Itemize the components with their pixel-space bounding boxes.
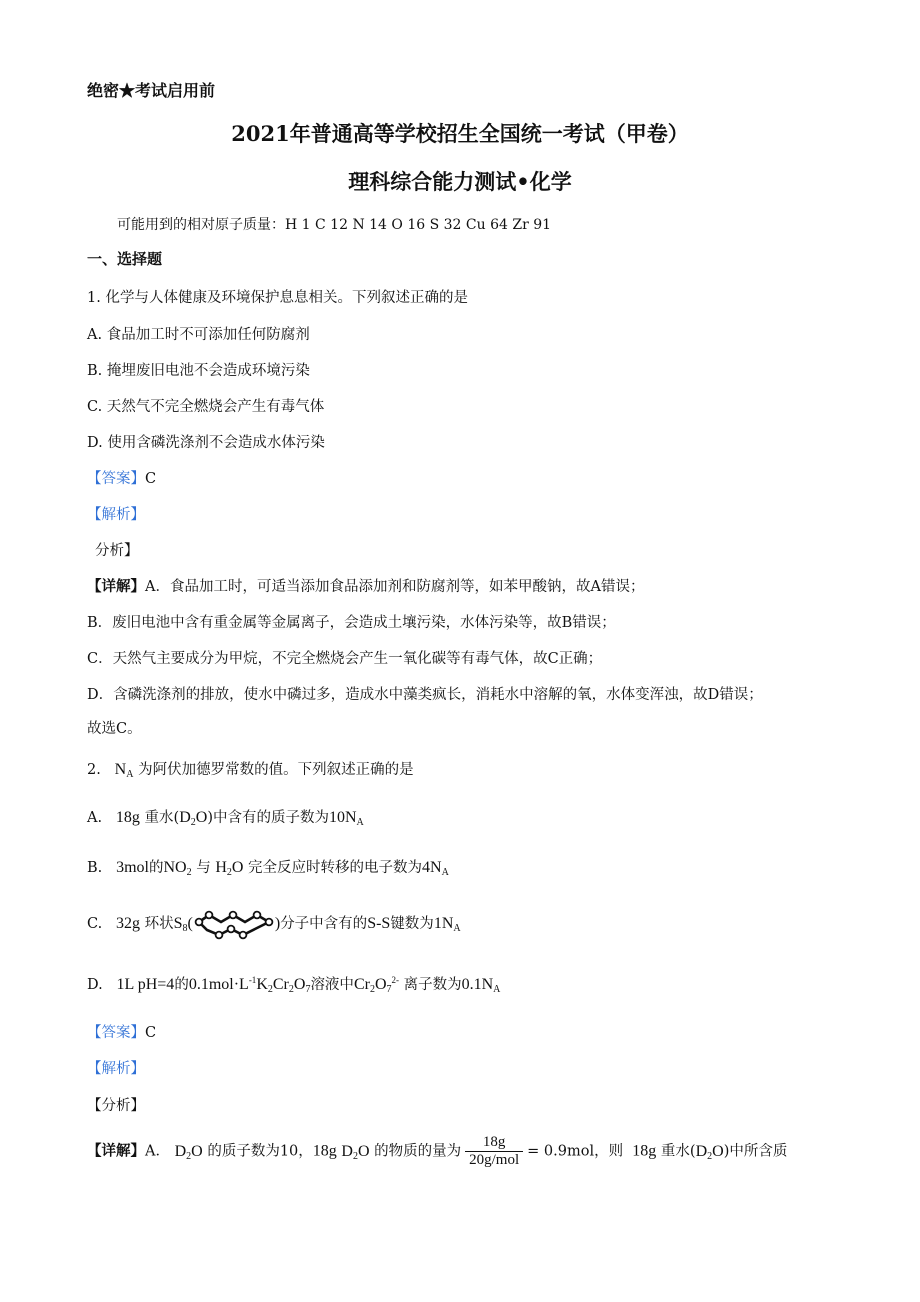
q1-detail-b: B．废旧电池中含有重金属等金属离子，会造成土壤污染，水体污染等，故B错误； [87, 615, 616, 631]
text: 分子中含有的 [280, 916, 368, 932]
molar-fraction [465, 1134, 523, 1169]
q2-option-d [87, 973, 500, 994]
d2o-formula: $D_2O$ [341, 1142, 370, 1162]
mass-text: 18g [115, 809, 140, 826]
q1-option-b: B. 掩埋废旧电池不会造成环境污染 [87, 363, 310, 379]
value-text: $1N_A$ [433, 915, 461, 934]
d2o-formula: $D_2O$ [695, 1142, 724, 1162]
mass-text: 18g [632, 1142, 657, 1160]
text: 溶液中 [310, 977, 354, 993]
mass-text: 18g [312, 1142, 337, 1160]
mass-text: 32g [116, 915, 141, 932]
value: 4N [422, 859, 442, 876]
text: = 0.9mol，则 [527, 1143, 624, 1160]
d2o-formula: $D_2O$ [179, 809, 208, 828]
q1-analysis-tag: 【解析】 [87, 507, 145, 523]
answer-tag: 【答案】 [87, 471, 145, 487]
detail-tag: 【详解】 [87, 1142, 145, 1160]
text: A． [145, 1143, 170, 1160]
q2-option-c [87, 906, 461, 942]
exam-title: 2021年普通高等学校招生全国统一考试（甲卷） [231, 121, 689, 146]
value: 1N [433, 915, 454, 932]
text: 键数为 [390, 916, 434, 932]
q2-number: 2. [87, 762, 101, 778]
mol-text: 3mol [116, 859, 149, 876]
dichromate-ion: $Cr_2O_7^{2-}$ [353, 975, 399, 995]
q1-stem: 1. 化学与人体健康及环境保护息息相关。下列叙述正确的是 [87, 290, 468, 306]
text: 的 [174, 977, 189, 993]
q1-detail-d: D．含磷洗涤剂的排放，使水中磷过多，造成水中藻类疯长，消耗水中溶解的氧，水体变浑浊，故D错误； [87, 687, 763, 703]
q1-option-d: D. 使用含磷洗涤剂不会造成水体污染 [87, 435, 325, 451]
d2o-formula: $D_2O$ [174, 1142, 203, 1162]
h2o-formula: $H_2O$ [215, 859, 244, 878]
fraction-denominator: 20g/mol [469, 1152, 520, 1168]
q2-option-b [87, 856, 449, 877]
text: )中所含质 [723, 1143, 788, 1160]
volume-ph-text: 1L pH=4 [116, 976, 175, 993]
bond-text: S-S [367, 915, 391, 932]
exam-subtitle: 理科综合能力测试•化学 [348, 169, 572, 194]
q2-detail-a [87, 1134, 787, 1169]
value-text: $0.1N_A$ [461, 976, 501, 995]
answer-tag: 【答案】 [87, 1025, 145, 1041]
option-label: A. [87, 810, 103, 826]
answer-value: C [145, 1025, 157, 1041]
text: 的质子数为10， [207, 1143, 313, 1160]
q1-detail-a [87, 575, 644, 596]
s8-formula: $S_8$( [173, 915, 193, 934]
value-text: $10N_A$ [328, 809, 364, 828]
text: 离子数为 [403, 977, 462, 993]
fraction-numerator: 18g [465, 1134, 523, 1152]
q1-option-a: A. 食品加工时不可添加任何防腐剂 [87, 327, 310, 343]
q2-stem [87, 758, 414, 779]
text: 完全反应时转移的电子数为 [248, 860, 423, 876]
option-label: C. [87, 916, 103, 932]
concentration-text: $0.1mol\cdot L^{-1}K_2Cr_2O_7$ [188, 975, 311, 995]
value: 10N [328, 809, 357, 826]
atomic-masses: 可能用到的相对原子质量：H 1 C 12 N 14 O 16 S 32 Cu 64 Zr 91 [117, 217, 552, 233]
q1-answer [87, 467, 156, 488]
s8-ring-structure [193, 906, 275, 942]
text: 重水( [660, 1143, 696, 1160]
na-symbol: $N_A$ [114, 761, 134, 780]
text: 重水( [144, 810, 180, 826]
q2-option-a [87, 806, 364, 827]
q1-conclusion: 故选C。 [87, 721, 142, 737]
detail-tag: 【详解】 [87, 578, 145, 595]
q1-detail-c: C．天然气主要成分为甲烷，不完全燃烧会产生一氧化碳等有毒气体，故C正确； [87, 651, 603, 667]
text: )中含有的质子数为 [207, 810, 329, 826]
detail-text: A．食品加工时，可适当添加食品添加剂和防腐剂等，如苯甲酸钠，故A错误； [145, 579, 645, 595]
q1-analysis-label: 分析】 [95, 543, 139, 559]
secret-label: 绝密★考试启用前 [87, 81, 216, 100]
q2-analysis-tag: 【解析】 [87, 1061, 145, 1077]
q2-answer [87, 1021, 156, 1042]
q2-stem-text: 为阿伏加德罗常数的值。下列叙述正确的是 [138, 762, 414, 778]
q1-option-c: C. 天然气不完全燃烧会产生有毒气体 [87, 399, 325, 415]
text: 的物质的量为 [374, 1143, 462, 1160]
value-text: $4N_A$ [422, 859, 449, 878]
text: 的 [148, 860, 164, 876]
q2-analysis-label: 【分析】 [87, 1098, 145, 1114]
section-title: 一、选择题 [87, 250, 163, 268]
answer-value: C [145, 471, 157, 487]
option-label: B. [87, 860, 103, 876]
paren: ) [274, 915, 281, 932]
value: 0.1mol·L [188, 976, 249, 993]
no2-formula: $NO_2$ [163, 859, 192, 878]
option-label: D. [87, 977, 103, 993]
text: 与 [196, 860, 211, 876]
text: 环状 [144, 916, 174, 932]
value: 0.1N [461, 976, 494, 993]
